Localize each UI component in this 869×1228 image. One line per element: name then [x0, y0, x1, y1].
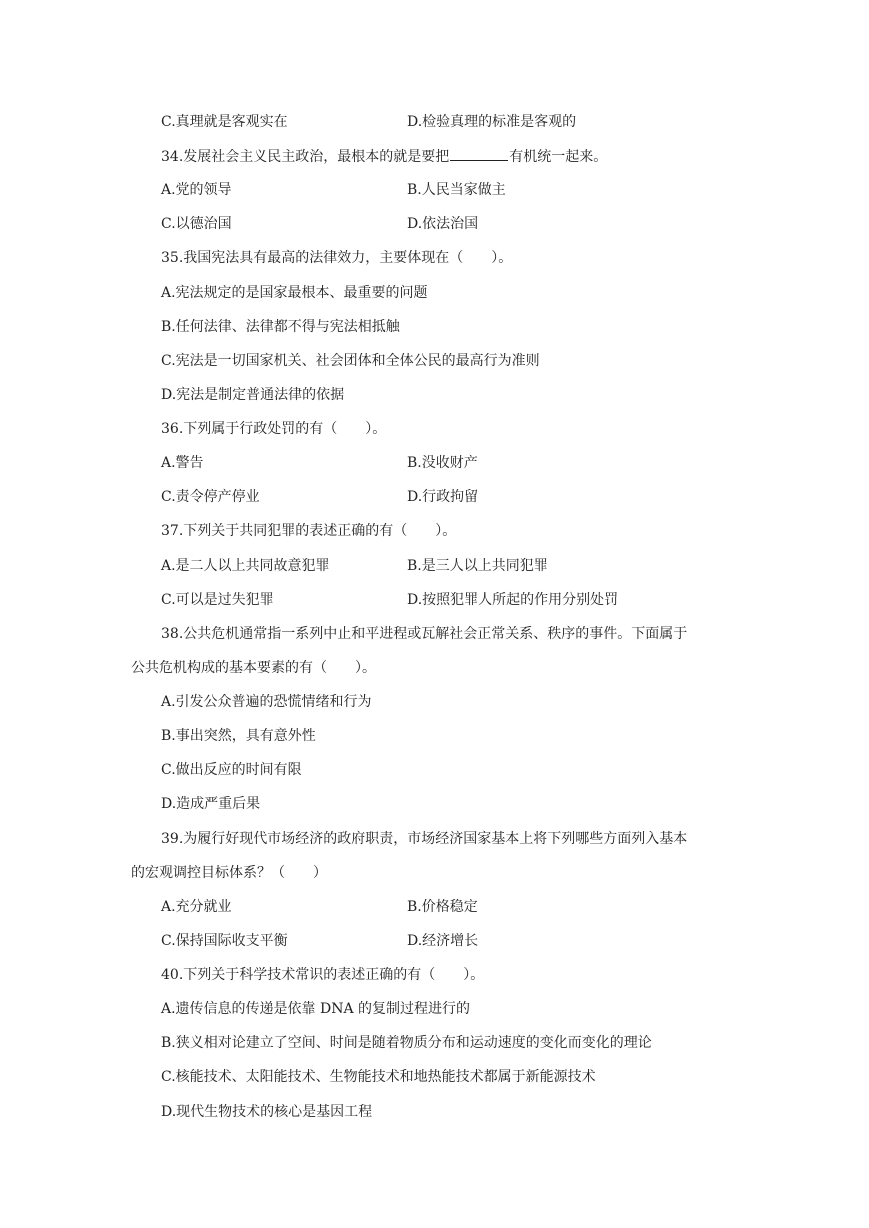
q35-option-d: D.宪法是制定普通法律的依据: [161, 387, 345, 403]
q40-option-a: A.遗传信息的传递是依靠 DNA 的复制过程进行的: [161, 1001, 471, 1017]
q40-option-d: D.现代生物技术的核心是基因工程: [161, 1104, 373, 1120]
q35-stem: 35.我国宪法具有最高的法律效力，主要体现在（ ）。: [161, 250, 513, 266]
q34-option-c: C.以德治国: [161, 216, 232, 232]
q34-stem: [161, 146, 607, 167]
q40-stem: 40.下列关于科学技术常识的表述正确的有（ ）。: [161, 967, 485, 983]
q39-stem-line2: 的宏观调控目标体系？（ ）: [131, 865, 327, 881]
q34-stem-post: 有机统一起来。: [509, 149, 608, 165]
q36-option-c: C.责令停产停业: [161, 489, 260, 505]
q38-stem-line1: 38.公共危机通常指一系列中止和平进程或瓦解社会正常关系、秩序的事件。下面属于: [161, 626, 688, 642]
q36-option-d: D.行政拘留: [407, 489, 479, 505]
q39-option-d: D.经济增长: [407, 933, 479, 949]
q36-option-b: B.没收财产: [407, 455, 478, 471]
q38-option-b: B.事出突然，具有意外性: [161, 728, 316, 744]
q36-option-a: A.警告: [161, 455, 204, 471]
q36-stem: 36.下列属于行政处罚的有（ ）。: [161, 421, 387, 437]
q37-option-a: A.是二人以上共同故意犯罪: [161, 558, 330, 574]
q39-stem-line1: 39.为履行好现代市场经济的政府职责，市场经济国家基本上将下列哪些方面列入基本: [161, 831, 688, 847]
q34-blank: [450, 146, 508, 161]
q34-option-d: D.依法治国: [407, 216, 479, 232]
q38-stem-line2: 公共危机构成的基本要素的有（ ）。: [131, 660, 376, 676]
q34-option-b: B.人民当家做主: [407, 182, 506, 198]
q33-option-c: C.真理就是客观实在: [161, 114, 288, 130]
q38-option-d: D.造成严重后果: [161, 796, 261, 812]
q37-stem: 37.下列关于共同犯罪的表述正确的有（ ）。: [161, 523, 457, 539]
q37-option-d: D.按照犯罪人所起的作用分别处罚: [407, 592, 619, 608]
q35-option-a: A.宪法规定的是国家最根本、最重要的问题: [161, 285, 428, 301]
q33-option-d: D.检验真理的标准是客观的: [407, 114, 577, 130]
q40-option-c: C.核能技术、太阳能技术、生物能技术和地热能技术都属于新能源技术: [161, 1069, 596, 1085]
q34-option-a: A.党的领导: [161, 182, 232, 198]
q35-option-b: B.任何法律、法律都不得与宪法相抵触: [161, 319, 400, 335]
q38-option-c: C.做出反应的时间有限: [161, 762, 302, 778]
q39-option-c: C.保持国际收支平衡: [161, 933, 288, 949]
q38-option-a: A.引发公众普遍的恐慌情绪和行为: [161, 694, 372, 710]
q39-option-b: B.价格稳定: [407, 899, 478, 915]
q34-stem-pre: 34.发展社会主义民主政治，最根本的就是要把: [161, 149, 450, 165]
q37-option-c: C.可以是过失犯罪: [161, 592, 274, 608]
q39-option-a: A.充分就业: [161, 899, 232, 915]
q37-option-b: B.是三人以上共同犯罪: [407, 558, 548, 574]
q35-option-c: C.宪法是一切国家机关、社会团体和全体公民的最高行为准则: [161, 353, 540, 369]
q40-option-b: B.狭义相对论建立了空间、时间是随着物质分布和运动速度的变化而变化的理论: [161, 1035, 652, 1051]
